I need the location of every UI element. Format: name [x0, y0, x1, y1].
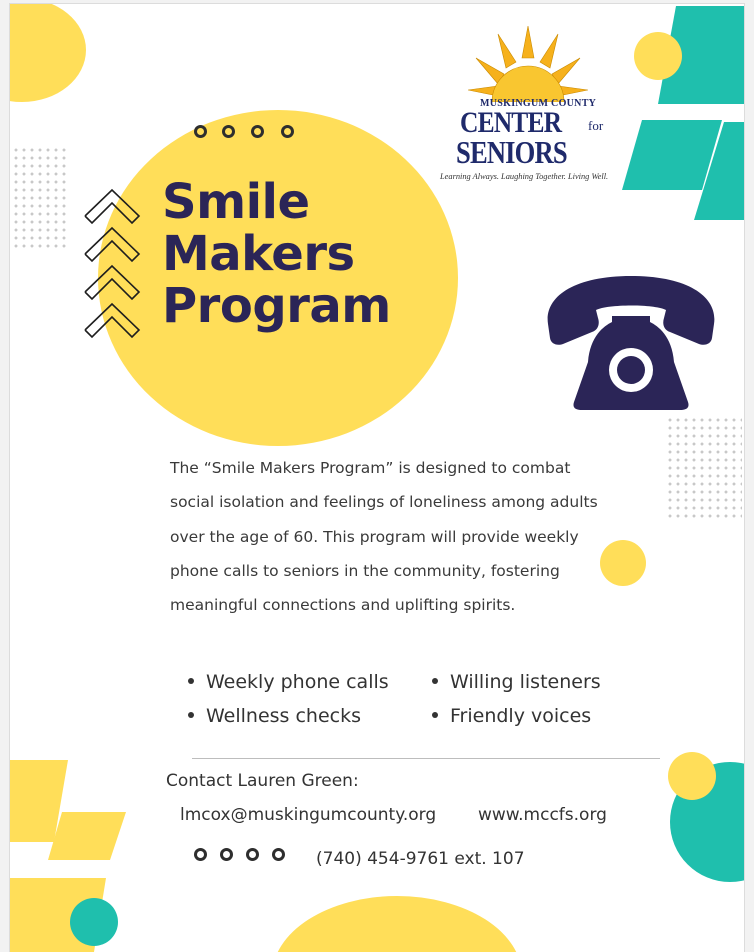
chevron-stack-icon — [82, 186, 142, 346]
program-description: The “Smile Makers Program” is designed to combat social isolation and feelings of loneliness among adults over the age of 60. This program will provide weekly phone calls to seniors in the community, fostering meaningful connections and uplifting spirits. — [170, 459, 598, 615]
contact-email[interactable]: lmcox@muskingumcounty.org — [180, 805, 437, 825]
bullet-text: Friendly voices — [450, 705, 592, 727]
logo-tagline: Learning Always. Laughing Together. Living Well. — [440, 172, 609, 181]
bullet-item — [188, 671, 389, 693]
deco-dotgrid-left — [12, 146, 68, 252]
title-line-2: Makers — [162, 226, 355, 282]
bullet-text: Willing listeners — [450, 671, 601, 693]
organization-logo — [430, 24, 630, 194]
program-title — [162, 176, 391, 332]
bullet-item — [432, 671, 601, 693]
sun-logo-icon — [468, 24, 588, 102]
deco-teal-shapes-top-right — [620, 4, 744, 224]
logo-for: for — [588, 118, 604, 133]
bullet-item — [188, 705, 361, 727]
logo-center: CENTER — [460, 106, 562, 139]
bullet-text: Wellness checks — [206, 705, 362, 727]
deco-yellow-semicircle-bottom — [272, 896, 522, 952]
logo-seniors: SENIORS — [456, 134, 567, 170]
flyer-page — [10, 4, 744, 952]
contact-website[interactable]: www.mccfs.org — [478, 805, 607, 825]
bullet-item — [432, 705, 591, 727]
bullet-text: Weekly phone calls — [206, 671, 389, 693]
deco-yellow-dot-mid-right — [600, 540, 646, 586]
deco-teal-circle-bottom-left — [70, 898, 118, 946]
contact-heading: Contact Lauren Green: — [166, 771, 359, 791]
deco-yellow-dot-bottom-right — [668, 752, 716, 800]
telephone-icon — [542, 270, 720, 412]
logo-org-top: MUSKINGUM COUNTY — [480, 98, 597, 109]
section-divider — [192, 758, 660, 759]
contact-phone[interactable]: (740) 454-9761 ext. 107 — [316, 849, 525, 869]
deco-dotgrid-right — [666, 416, 742, 520]
title-line-3: Program — [162, 278, 391, 334]
deco-yellow-dot-top-right — [634, 32, 682, 80]
deco-circle-top-left — [10, 4, 86, 102]
title-line-1: Smile — [162, 174, 310, 230]
